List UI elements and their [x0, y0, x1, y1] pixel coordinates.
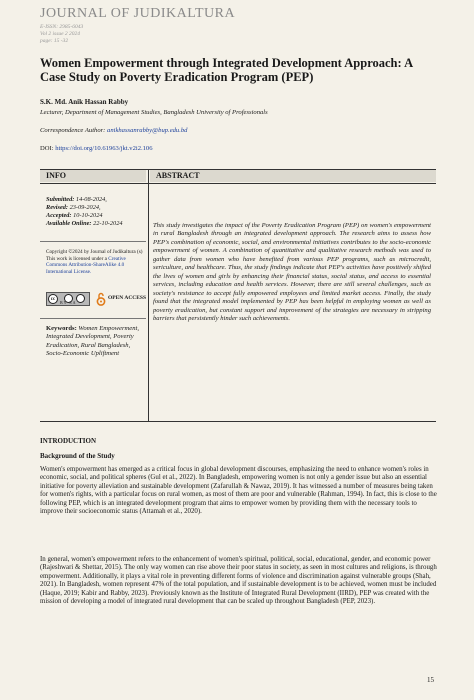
available-date: 22-10-2024 — [91, 220, 123, 227]
author-name: S.K. Md. Anik Hassan Rabby — [40, 98, 129, 106]
accepted-date: 10-10-2024 — [71, 212, 103, 219]
abstract-heading: ABSTRACT — [150, 170, 436, 182]
journal-pages: page: 15 -32 — [40, 38, 69, 44]
info-heading: INFO — [40, 170, 146, 182]
open-access-label: OPEN ACCESS — [108, 295, 147, 301]
license-link[interactable]: Creative Commons Attribution-ShareAlike 4.0 International License. — [46, 255, 126, 275]
copyright-text: Copyright ©2024 by Journal of Judikaltura (s) — [46, 249, 143, 255]
body-paragraph-2: In general, women's empowerment refers to the enhancement of women's spiritual, political, social, educational, gender, and economic power (Rajeshwari & Shettar, 2015). The only way women can rise above their poor status in society, as seen in most cultures and religions, is through empowerment. Additionally, it plays a vital role in preventing different forms of violence and discrimination against vulnerable groups (Shah, 2021). In Bangladesh, women represent 47% of the total population, and if sustainable development is to be achieved, women must be included (Haque, 2019; Kabir and Rabby, 2023). Previously known as the Institute of Integrated Rural Development (IIRD), PEP was created with the mission of developing a model of integrated rural development that can be scaled up throughout Bangladesh (PEP, 2023). — [40, 556, 437, 606]
revised-label: Revised: — [46, 204, 69, 211]
correspondence-label: Correspondence Author: — [40, 127, 108, 134]
available-label: Available Online: — [46, 220, 92, 227]
doi — [40, 145, 153, 152]
cc-icon: cc — [48, 294, 58, 304]
correspondence — [40, 127, 187, 134]
page-number: 15 — [427, 676, 434, 684]
background-heading: Background of the Study — [40, 452, 115, 460]
journal-issn: E-ISSN: 2985-6043 — [40, 24, 84, 30]
open-access-icon — [96, 292, 106, 306]
license-text — [46, 249, 146, 275]
author-affiliation: Lecturer, Department of Management Studies, Bangladesh University of Professionals — [40, 109, 268, 116]
info-divider-1 — [40, 241, 146, 242]
submitted-date: 14-08-2024, — [74, 196, 107, 203]
doi-link[interactable]: https://doi.org/10.61963/jkt.v2i2.106 — [55, 145, 153, 152]
abstract-text: This study investigates the impact of the Poverty Eradication Program (PEP) on women's empowerment in rural Bangladesh through an integrated development approach. The research aims to assess how PEP's combination of economic, social, and environmental initiatives contributes to the socio-economic empowerment of women. A combination of quantitative and qualitative research methods was used to gather data from women who have benefited from various PEP programs, such as microcredit, sericulture, and healthcare. Thus, the study findings indicate that PEP's activities have positively shifted the lives of women and girls by enhancing their financial status, social status, and access to essential services, including education and health services. However, there are still several challenges, such as society's resistance to accept fully empowered employees and limited market access. Finally, the study found that the integrated model implemented by PEP has been helpful in employing women as well as poverty eradication, but constant support and improvement of the strategies are necessary in stripping barriers that persistently hinder such achievements. — [153, 222, 431, 322]
body-paragraph-1: Women's empowerment has emerged as a critical focus in global development discourses, emphasizing the need to enhance women's roles in economic, social, and political spheres (Gul et al., 2022). In Bangladesh, empowering women is not only a gender issue but also an essential initiative for poverty alleviation and sustainable development (Zafarullah & Nawaz, 2019). It has witnessed a number of measures being taken for women's rights, with a particular focus on rural women, as most of them are poor and vulnerable (Rahman, 1994). In fact, this is close to the following PEP, which is an integrated development program that aims to empower women by providing them with the necessary tools to improve their socioeconomic status (Attamah et al., 2020). — [40, 466, 437, 516]
paper-title: Women Empowerment through Integrated Development Approach: A Case Study on Poverty Eradication Program (PEP) — [40, 56, 413, 84]
article-dates — [46, 196, 123, 228]
header-rule — [40, 183, 436, 184]
license-prefix: This work is licensed under a — [46, 255, 109, 262]
journal-name: JOURNAL OF JUDIKALTURA — [40, 6, 236, 21]
sa-icon — [76, 294, 85, 303]
submitted-label: Submitted: — [46, 196, 75, 203]
correspondence-email-link[interactable]: anikhassanrabby@bup.edu.bd — [107, 127, 188, 134]
doi-label: DOI: — [40, 145, 56, 152]
column-divider — [148, 169, 149, 421]
journal-volume: Vol 2 issue 2 2024 — [40, 31, 81, 37]
keywords-list: Women Empowerment, Integrated Development, Poverty Eradication, Rural Bangladesh, Socio-Economic Upliftment — [46, 325, 139, 358]
accepted-label: Accepted: — [46, 212, 72, 219]
cc-badge-text: BY SA — [60, 300, 77, 305]
bottom-rule — [40, 421, 436, 422]
keywords — [46, 325, 144, 359]
info-divider-2 — [40, 318, 146, 319]
introduction-heading: INTRODUCTION — [40, 437, 97, 445]
cc-license-badge[interactable] — [46, 292, 90, 306]
keywords-label: Keywords: — [46, 325, 77, 332]
revised-date: 23-09-2024, — [68, 204, 101, 211]
